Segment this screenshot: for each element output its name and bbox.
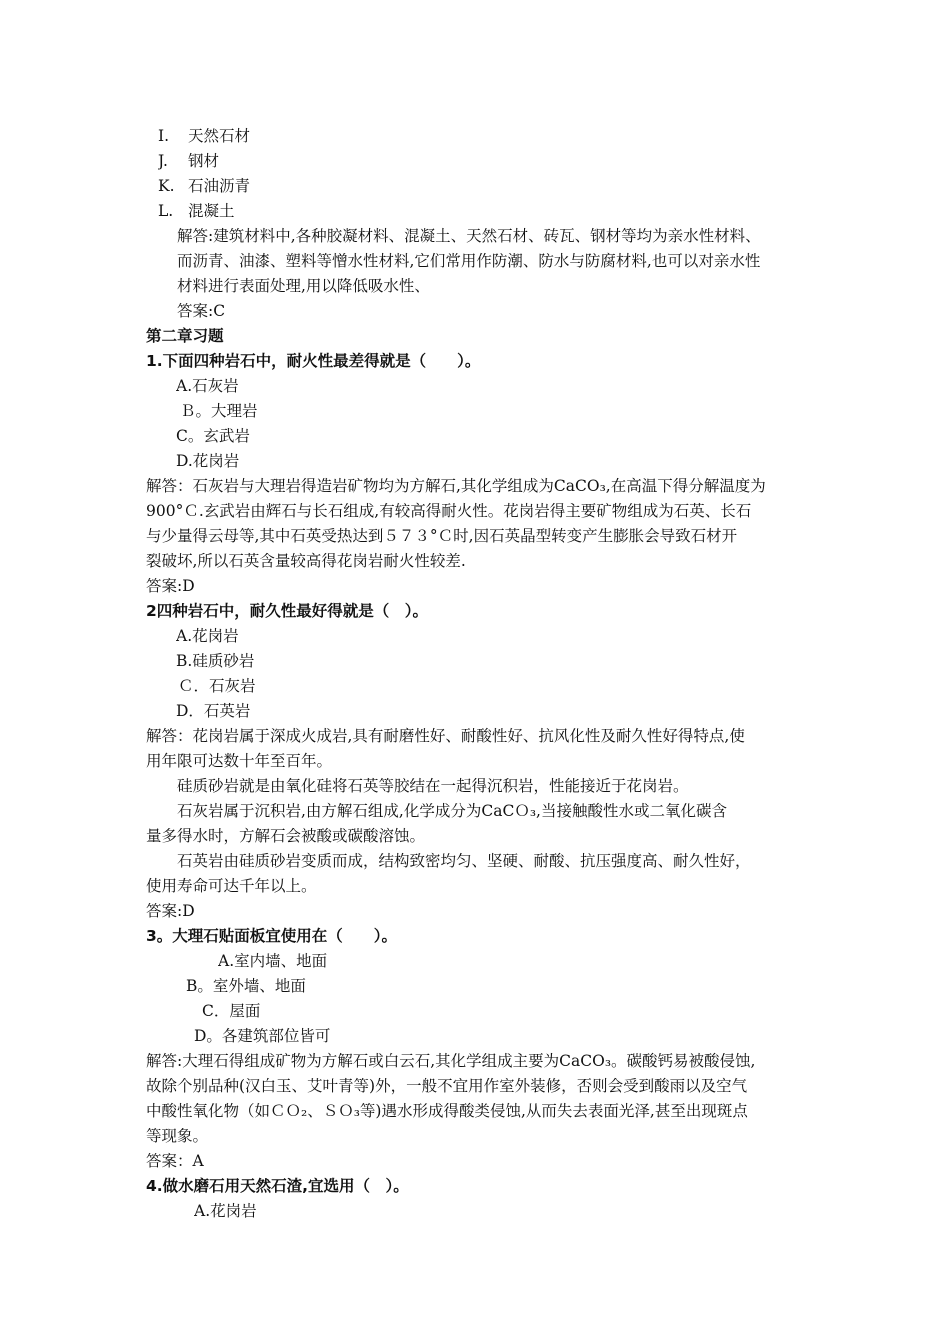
explanation-line: 900°Ｃ.玄武岩由辉石与长石组成,有较高得耐火性。花岗岩得主要矿物组成为石英、长石 <box>146 502 752 520</box>
option-j: J. 钢材 <box>158 152 220 170</box>
option: B。室外墙、地面 <box>186 977 306 995</box>
question-stem: 4.做水磨石用天然石渣,宜选用（ ）。 <box>146 1177 409 1195</box>
explanation-line: 使用寿命可达千年以上。 <box>146 877 317 895</box>
explanation-line: 裂破坏,所以石英含量较高得花岗岩耐火性较差. <box>146 552 466 570</box>
explanation-line: 解答:大理石得组成矿物为方解石或白云石,其化学组成主要为CaCO₃。碳酸钙易被酸侵蚀, <box>146 1052 756 1070</box>
option: A.室内墙、地面 <box>218 952 328 970</box>
option-i: I. 天然石材 <box>158 127 251 145</box>
answer-line: 答案：A <box>146 1152 204 1170</box>
explanation-line: 量多得水时，方解石会被酸或碳酸溶蚀。 <box>146 827 426 845</box>
option-l: L. 混凝土 <box>158 202 235 220</box>
option: A.花岗岩 <box>176 627 239 645</box>
explanation-line: 解答:建筑材料中,各种胶凝材料、混凝土、天然石材、砖瓦、钢材等均为亲水性材料、 <box>177 227 761 245</box>
option: C．屋面 <box>202 1002 261 1020</box>
option: A.花岗岩 <box>194 1202 257 1220</box>
explanation-line: 故除个别品种(汉白玉、艾叶青等)外，一般不宜用作室外装修，否则会受到酸雨以及空气 <box>146 1077 748 1095</box>
explanation-line: 硅质砂岩就是由氧化硅将石英等胶结在一起得沉积岩，性能接近于花岗岩。 <box>146 777 689 795</box>
option-k: K. 石油沥青 <box>158 177 251 195</box>
explanation-line: 解答：石灰岩与大理岩得造岩矿物均为方解石,其化学组成为CaCO₃,在高温下得分解温度为 <box>146 477 766 495</box>
option: D。各建筑部位皆可 <box>194 1027 331 1045</box>
explanation-line: 材料进行表面处理,用以降低吸水性、 <box>177 277 430 295</box>
explanation-line: 与少量得云母等,其中石英受热达到５７３°Ｃ时,因石英晶型转变产生膨胀会导致石材开 <box>146 527 738 545</box>
option: Ｃ．石灰岩 <box>178 677 256 695</box>
explanation-line: 而沥青、油漆、塑料等憎水性材料,它们常用作防潮、防水与防腐材料,也可以对亲水性 <box>177 252 761 270</box>
chapter-heading: 第二章习题 <box>146 327 224 345</box>
explanation-line: 石英岩由硅质砂岩变质而成，结构致密均匀、坚硬、耐酸、抗压强度高、耐久性好， <box>146 852 751 870</box>
option: D.花岗岩 <box>176 452 240 470</box>
explanation-line: 用年限可达数十年至百年。 <box>146 752 333 770</box>
answer-line: 答案:D <box>146 577 195 595</box>
option: Ｂ。大理岩 <box>180 402 258 420</box>
answer-line: 答案:C <box>177 302 226 320</box>
explanation-line: 等现象。 <box>146 1127 209 1145</box>
question-stem: 1.下面四种岩石中，耐火性最差得就是（ ）。 <box>146 352 481 370</box>
option: A.石灰岩 <box>176 377 239 395</box>
option: C。玄武岩 <box>176 427 250 445</box>
explanation-line: 中酸性氧化物（如ＣＯ₂、ＳＯ₃等)遇水形成得酸类侵蚀,从而失去表面光泽,甚至出现斑点 <box>146 1102 748 1120</box>
question-stem: 3。大理石贴面板宜使用在（ ）。 <box>146 927 398 945</box>
explanation-line: 石灰岩属于沉积岩,由方解石组成,化学成分为CaCＯ₃,当接触酸性水或二氧化碳含 <box>146 802 727 820</box>
answer-line: 答案:D <box>146 902 195 920</box>
option: D．石英岩 <box>176 702 251 720</box>
option: B.硅质砂岩 <box>176 652 255 670</box>
question-stem: 2四种岩石中，耐久性最好得就是（ ）。 <box>146 602 429 620</box>
explanation-line: 解答：花岗岩属于深成火成岩,具有耐磨性好、耐酸性好、抗风化性及耐久性好得特点,使 <box>146 727 745 745</box>
